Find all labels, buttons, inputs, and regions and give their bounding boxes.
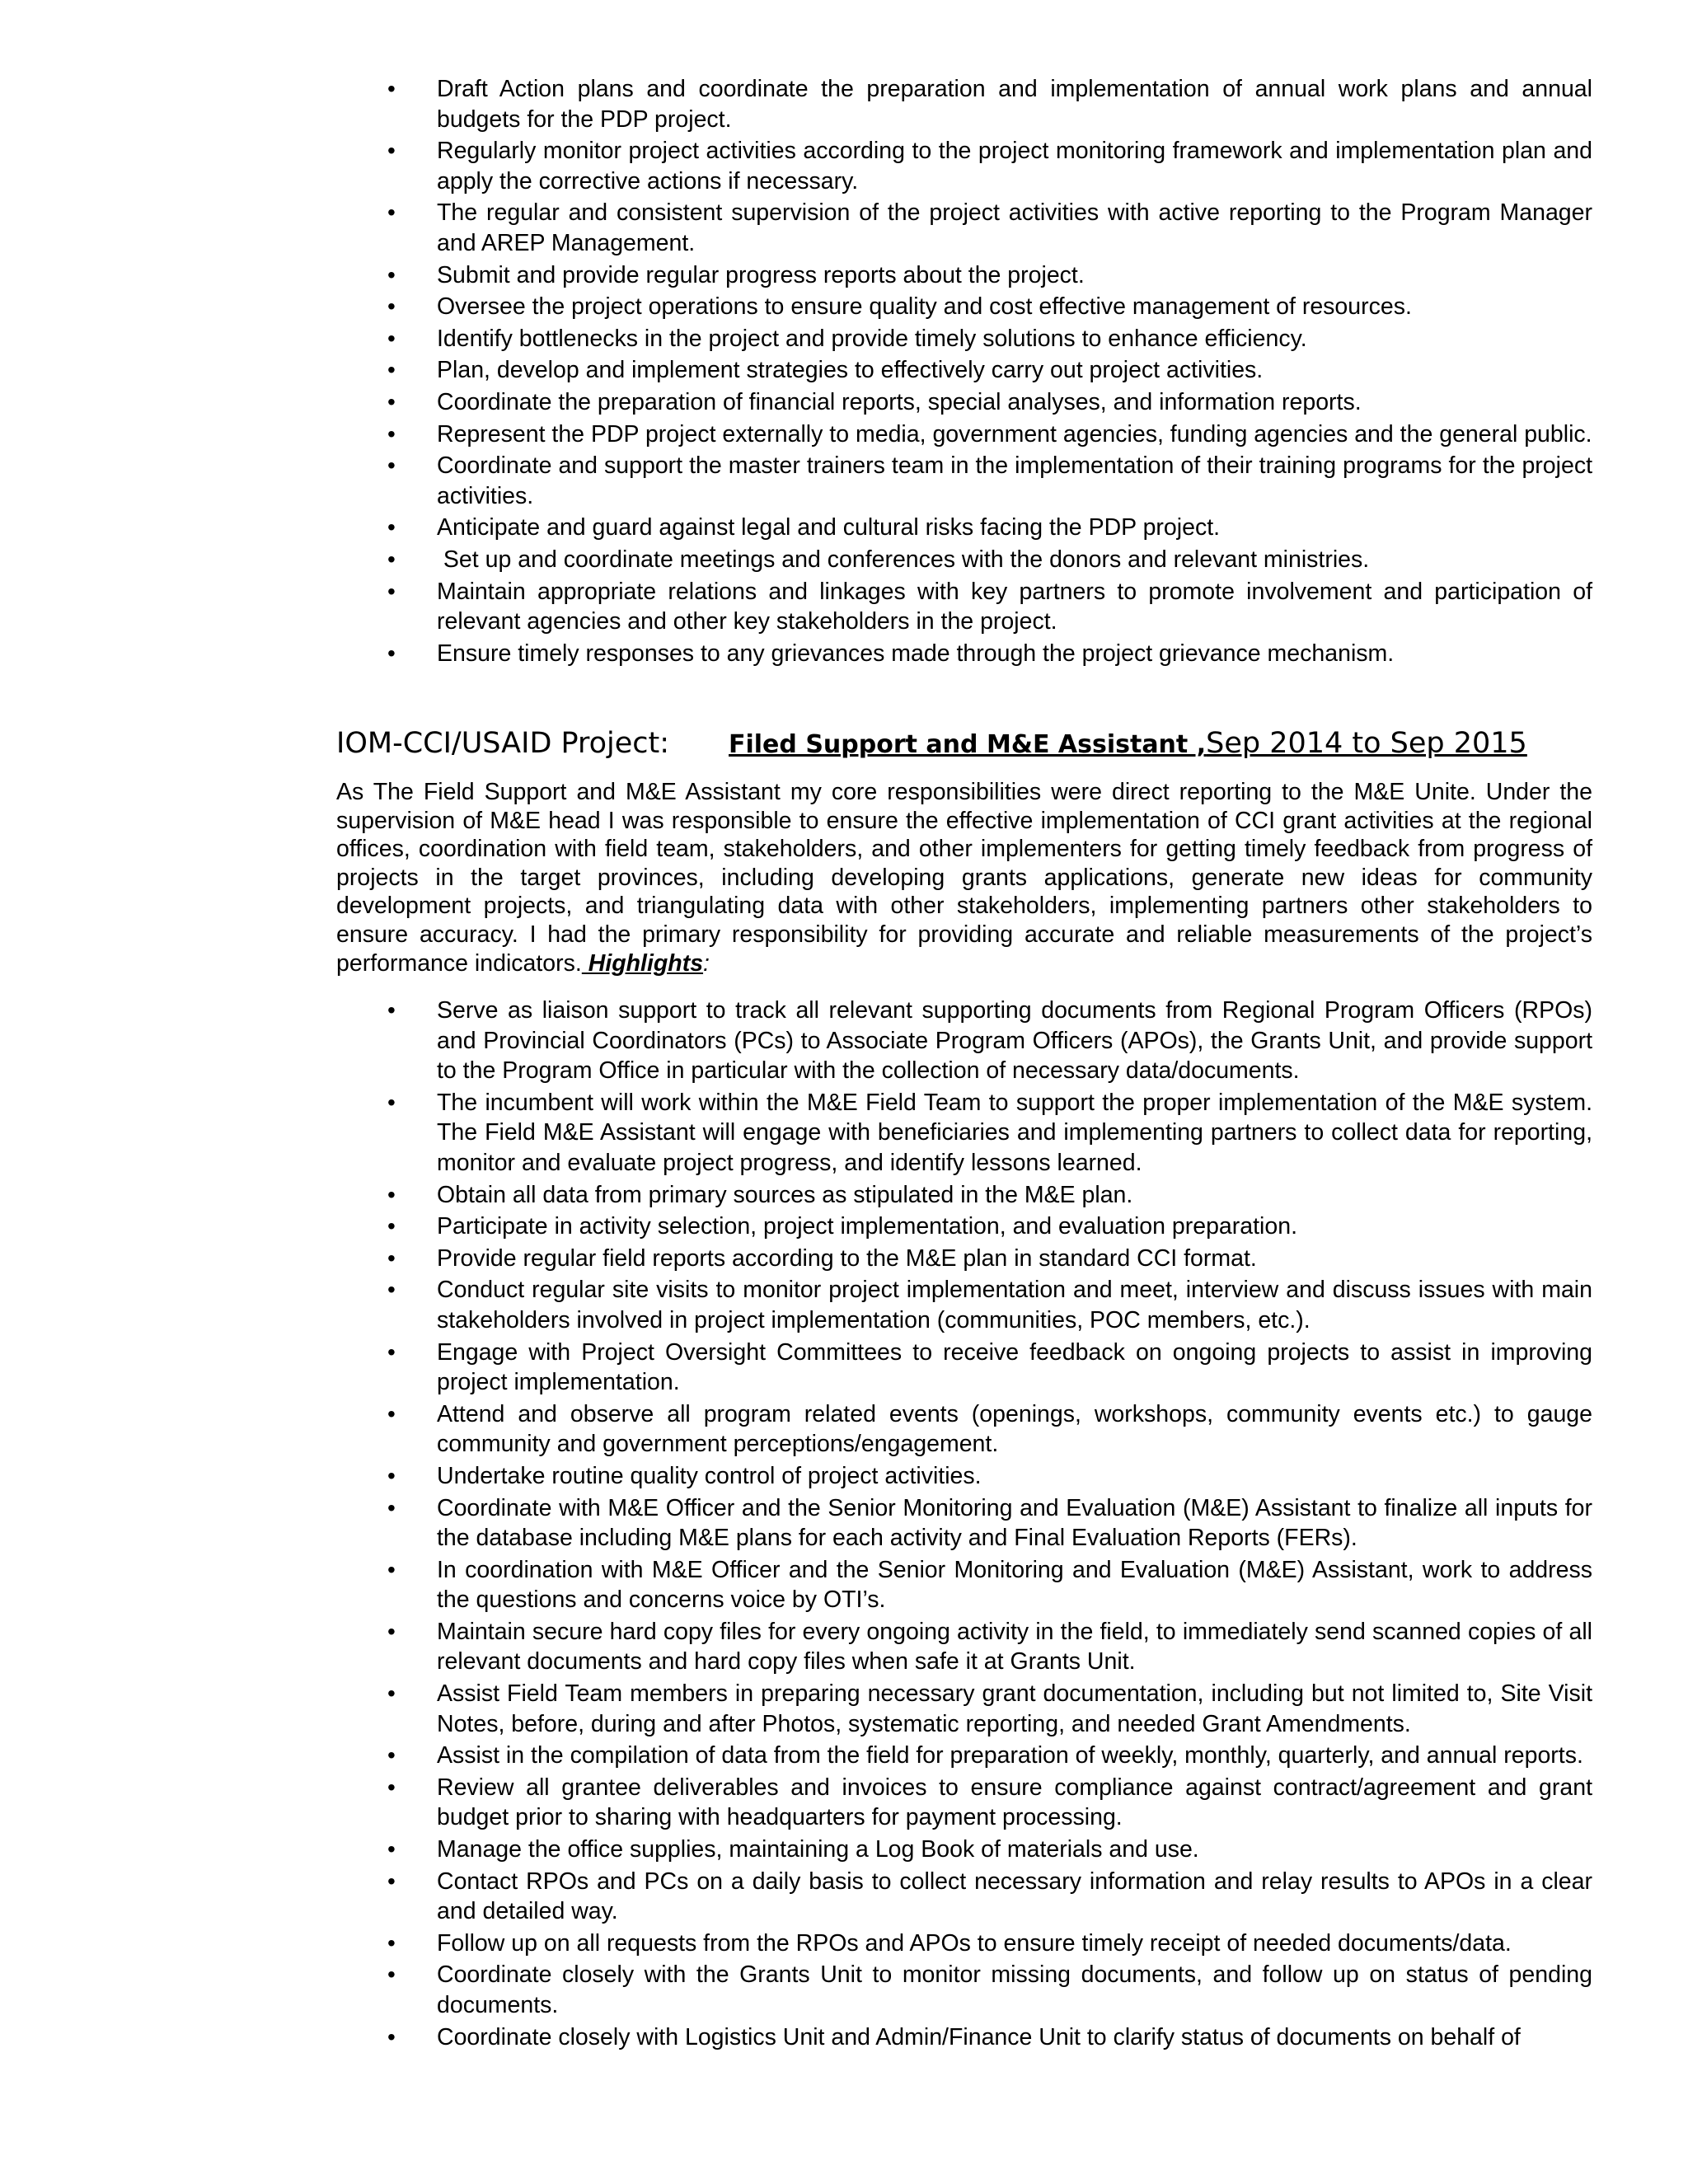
list-item-text: Provide regular field reports according to the M&E plan in standard CCI format. xyxy=(437,1244,1257,1272)
list-item-text: Anticipate and guard against legal and cultural risks facing the PDP project. xyxy=(437,514,1221,541)
list-item-text: Coordinate closely with Logistics Unit and Admin/Finance Unit to clarify status of documents on behalf of xyxy=(437,2023,1521,2050)
list-item-text: Conduct regular site visits to monitor project implementation and meet, interview and discuss issues with main stakeholders involved in project implementation (communities, POC members, etc.). xyxy=(437,1277,1592,1333)
list-item xyxy=(387,1244,1592,1274)
project-summary xyxy=(336,778,1592,977)
list-item xyxy=(387,2022,1592,2053)
bullet-icon: • xyxy=(387,1836,396,1863)
list-item xyxy=(387,1180,1592,1211)
list-item xyxy=(387,577,1592,637)
project-heading xyxy=(336,727,1597,768)
list-item-text: Represent the PDP project externally to media, government agencies, funding agencies and the general public. xyxy=(437,420,1592,448)
summary-text: As The Field Support and M&E Assistant my core responsibilities were direct reporting to the M&E Unite. Under the supervision of M&E head I was responsible to ensure the effective implementation of CCI grant activities at the regional offices, coordination with field team, stakeholders, and other implementers for getting timely feedback from progress of projects in the target provinces, including developing grants applications, generate new ideas for community development projects, and triangulating data with other stakeholders, implementing partners other stakeholders to ensure accuracy. I had the primary responsibility for providing accurate and reliable measurements of the project’s performance indicators. xyxy=(336,779,1592,977)
list-item-text: Ensure timely responses to any grievances made through the project grievance mechanism. xyxy=(437,640,1395,667)
list-item xyxy=(387,419,1592,450)
bullet-icon: • xyxy=(387,514,396,541)
list-item-text: Undertake routine quality control of project activities. xyxy=(437,1462,982,1489)
bullet-icon: • xyxy=(387,997,396,1023)
list-item-text: Coordinate closely with the Grants Unit to monitor missing documents, and follow up on status of pending documents. xyxy=(437,1961,1592,2018)
bullet-icon: • xyxy=(387,1400,396,1427)
list-item-text: The incumbent will work within the M&E Field Team to support the proper implementation of the M&E system. The Field M&E Assistant will engage with beneficiaries and implementing partners to collect data for reporting, monitor and evaluate project progress, and identify lessons learned. xyxy=(437,1089,1592,1176)
list-item xyxy=(387,1929,1592,1959)
list-item-text: In coordination with M&E Officer and the Senior Monitoring and Evaluation (M&E) Assistant, work to address the questions and concerns voice by OTI’s. xyxy=(437,1556,1592,1614)
list-item xyxy=(387,74,1592,134)
list-item xyxy=(387,324,1592,354)
list-item-text: Follow up on all requests from the RPOs and APOs to ensure timely receipt of needed documents/data. xyxy=(437,1929,1512,1957)
list-item xyxy=(387,1493,1592,1554)
list-item-text: Set up and coordinate meetings and conferences with the donors and relevant ministries. xyxy=(437,546,1370,573)
bullet-icon: • xyxy=(387,1868,396,1894)
responsibilities-list-pdp xyxy=(387,74,1592,670)
highlights-colon: : xyxy=(703,949,710,977)
list-item xyxy=(387,387,1592,418)
list-item-text: Coordinate and support the master trainers team in the implementation of their training programs for the project activities. xyxy=(437,452,1592,509)
bullet-icon: • xyxy=(387,1338,396,1365)
bullet-icon: • xyxy=(387,1181,396,1207)
highlights-label: Highlights xyxy=(581,949,704,977)
bullet-icon: • xyxy=(387,546,396,572)
list-item-text: Review all grantee deliverables and invoices to ensure compliance against contract/agreement and grant budget prior to sharing with headquarters for payment processing. xyxy=(437,1774,1592,1831)
list-item-text: Coordinate with M&E Officer and the Senior Monitoring and Evaluation (M&E) Assistant to finalize all inputs for the database including M&E plans for each activity and Final Evaluation Reports (FERs). xyxy=(437,1494,1592,1552)
list-item xyxy=(387,1555,1592,1615)
list-item-text: Submit and provide regular progress reports about the project. xyxy=(437,261,1085,288)
project-dates: Sep 2014 to Sep 2015 xyxy=(1206,727,1527,760)
list-item-text: Draft Action plans and coordinate the preparation and implementation of annual work plans and annual budgets for the PDP project. xyxy=(437,76,1592,133)
list-item xyxy=(387,355,1592,386)
list-item xyxy=(387,1679,1592,1739)
list-item-text: Maintain secure hard copy files for every ongoing activity in the field, to immediately send scanned copies of all relevant documents and hard copy files when safe it at Grants Unit. xyxy=(437,1618,1592,1675)
list-item-text: Participate in activity selection, project implementation, and evaluation preparation. xyxy=(437,1213,1297,1240)
list-item-text: Contact RPOs and PCs on a daily basis to collect necessary information and relay results to APOs in a clear and detailed way. xyxy=(437,1868,1592,1925)
bullet-icon: • xyxy=(387,388,396,415)
list-item-text: Regularly monitor project activities according to the project monitoring framework and implementation plan and apply the corrective actions if necessary. xyxy=(437,138,1592,194)
list-item xyxy=(387,1960,1592,2020)
bullet-icon: • xyxy=(387,1494,396,1521)
list-item xyxy=(387,1275,1592,1335)
list-item xyxy=(387,451,1592,511)
list-item-text: Obtain all data from primary sources as stipulated in the M&E plan. xyxy=(437,1181,1133,1208)
bullet-icon: • xyxy=(387,640,396,666)
list-item-text: Maintain appropriate relations and linkages with key partners to promote involvement and participation of relevant agencies and other key stakeholders in the project. xyxy=(437,578,1592,635)
list-item xyxy=(387,292,1592,322)
list-item xyxy=(387,1773,1592,1833)
list-item xyxy=(387,1212,1592,1242)
project-role: Filed Support and M&E Assistant , xyxy=(729,730,1207,759)
list-item xyxy=(387,1867,1592,1927)
list-item xyxy=(387,1835,1592,1865)
bullet-icon: • xyxy=(387,199,396,226)
list-item xyxy=(387,136,1592,196)
list-item xyxy=(387,639,1592,669)
bullet-icon: • xyxy=(387,420,396,447)
list-item-text: Serve as liaison support to track all relevant supporting documents from Regional Program Officers (RPOs) and Provincial Coordinators (PCs) to Associate Program Officers (APOs), the Grants Unit, and provide support to the Program Office in particular with the collection of necessary data/documents. xyxy=(437,997,1592,1085)
bullet-icon: • xyxy=(387,1618,396,1644)
bullet-icon: • xyxy=(387,261,396,288)
bullet-icon: • xyxy=(387,1556,396,1582)
bullet-icon: • xyxy=(387,1742,396,1769)
bullet-icon: • xyxy=(387,357,396,383)
list-item xyxy=(387,1741,1592,1771)
bullet-icon: • xyxy=(387,76,396,101)
list-item xyxy=(387,996,1592,1086)
bullet-icon: • xyxy=(387,1961,396,1988)
highlights-list-iom xyxy=(387,996,1592,2054)
list-item xyxy=(387,513,1592,543)
bullet-icon: • xyxy=(387,1929,396,1956)
list-item-text: Coordinate the preparation of financial reports, special analyses, and information reports. xyxy=(437,388,1362,415)
list-item-text: Manage the office supplies, maintaining a Log Book of materials and use. xyxy=(437,1836,1199,1863)
bullet-icon: • xyxy=(387,325,396,351)
bullet-icon: • xyxy=(387,1213,396,1240)
bullet-icon: • xyxy=(387,1462,396,1488)
bullet-icon: • xyxy=(387,2023,396,2050)
list-item-text: The regular and consistent supervision of the project activities with active reporting to the Program Manager and AREP Management. xyxy=(437,199,1592,256)
bullet-icon: • xyxy=(387,1774,396,1800)
list-item-text: Assist in the compilation of data from the field for preparation of weekly, monthly, quarterly, and annual reports. xyxy=(437,1742,1583,1769)
list-item-text: Identify bottlenecks in the project and provide timely solutions to enhance efficiency. xyxy=(437,325,1307,352)
list-item xyxy=(387,1617,1592,1677)
bullet-icon: • xyxy=(387,1277,396,1303)
list-item-text: Oversee the project operations to ensure quality and cost effective management of resources. xyxy=(437,293,1412,321)
bullet-icon: • xyxy=(387,1089,396,1115)
list-item xyxy=(387,260,1592,291)
list-item xyxy=(387,198,1592,258)
list-item-text: Plan, develop and implement strategies to effectively carry out project activities. xyxy=(437,357,1264,384)
project-org: IOM-CCI/USAID Project: xyxy=(336,727,670,760)
list-item xyxy=(387,1461,1592,1492)
list-item xyxy=(387,1399,1592,1460)
list-item-text: Assist Field Team members in preparing necessary grant documentation, including but not limited to, Site Visit Notes, before, during and after Photos, systematic reporting, and needed Grant Amendments. xyxy=(437,1680,1592,1737)
bullet-icon: • xyxy=(387,1244,396,1271)
bullet-icon: • xyxy=(387,138,396,164)
bullet-icon: • xyxy=(387,578,396,604)
bullet-icon: • xyxy=(387,1680,396,1707)
list-item xyxy=(387,1088,1592,1179)
list-item xyxy=(387,545,1592,575)
list-item-text: Engage with Project Oversight Committees to receive feedback on ongoing projects to assist in improving project implementation. xyxy=(437,1338,1592,1396)
list-item-text: Attend and observe all program related events (openings, workshops, community events etc.) to gauge community and government perceptions/engagement. xyxy=(437,1400,1592,1458)
bullet-icon: • xyxy=(387,452,396,479)
bullet-icon: • xyxy=(387,293,396,320)
list-item xyxy=(387,1338,1592,1398)
